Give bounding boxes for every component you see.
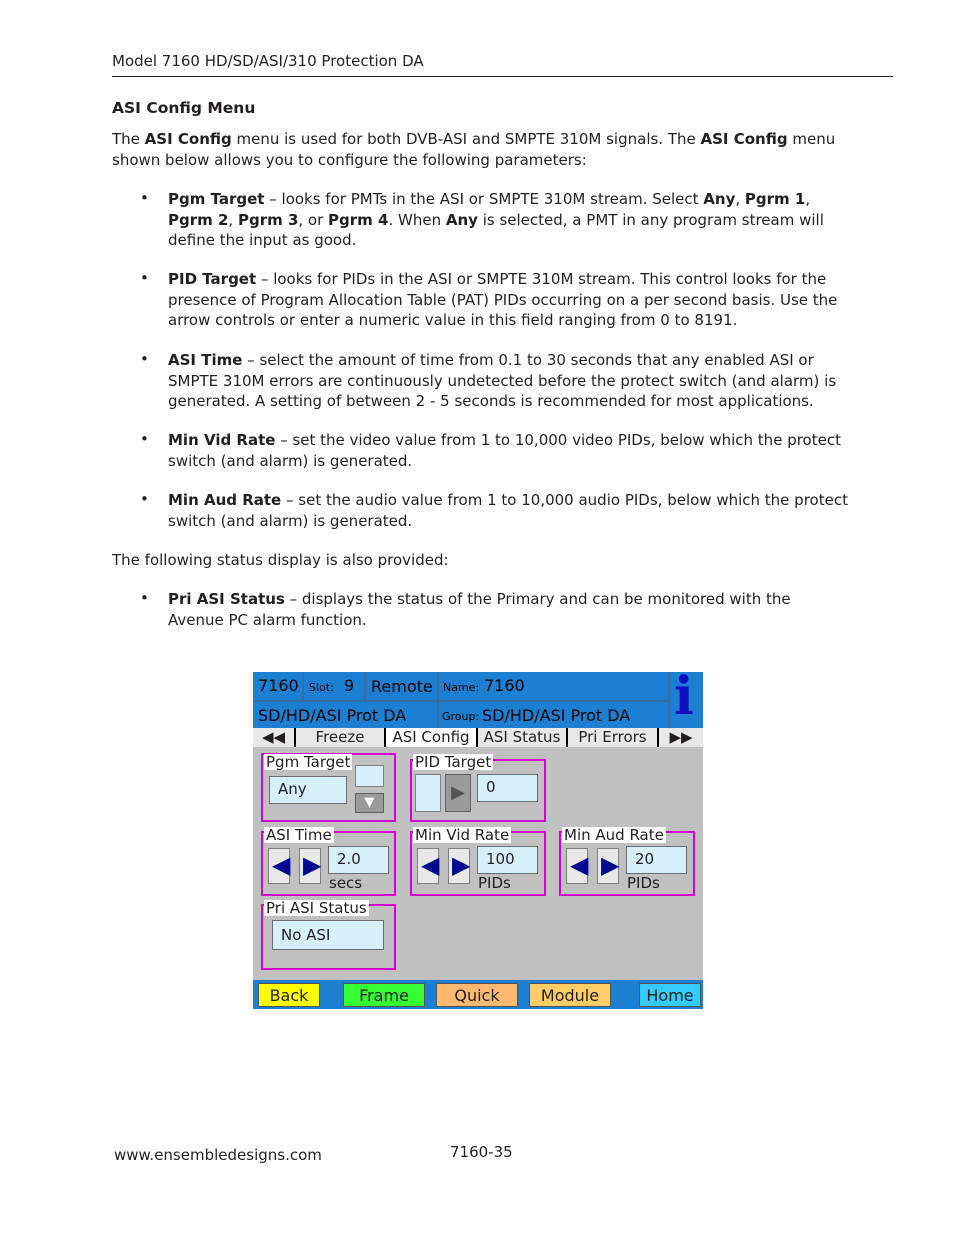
group-label: Group: <box>442 710 480 723</box>
type-label: SD/HD/ASI Prot DA <box>258 706 407 725</box>
min-vid-label: Min Vid Rate <box>415 826 510 844</box>
scroll-left-icon[interactable]: ◀◀ <box>253 728 296 747</box>
min-aud-unit: PIDs <box>627 874 660 892</box>
min-vid-increment-button[interactable] <box>448 848 470 884</box>
asi-time-label: ASI Time <box>266 826 332 844</box>
min-vid-group <box>410 826 546 896</box>
min-vid-decrement-button[interactable] <box>417 848 439 884</box>
arrow-right-icon: ▶ <box>303 851 322 879</box>
pgm-target-list[interactable] <box>355 765 384 787</box>
module-button[interactable]: Module <box>529 983 611 1007</box>
bullet-icon: • <box>140 430 149 448</box>
name-label: Name: <box>443 681 480 694</box>
bullet-asi-time: ASI Time – select the amount of time from 0.1 to 30 seconds that any enabled ASI or SMPTE 310M errors are continuously undetected before the protect switch (and alarm) is generated. A setting of between 2 - 5 seconds is recommended for most applications. <box>168 351 837 410</box>
pid-target-input[interactable]: 0 <box>477 774 538 802</box>
slot-label: Slot: <box>309 681 334 694</box>
min-aud-group <box>559 826 695 896</box>
tab-bar <box>253 728 703 747</box>
section-heading: ASI Config Menu <box>112 99 256 117</box>
pgm-target-group <box>261 753 396 822</box>
frame-button[interactable]: Frame <box>343 983 425 1007</box>
bullet-icon: • <box>140 269 149 287</box>
tab-pri-errors[interactable]: Pri Errors <box>568 728 659 747</box>
asi-time-unit: secs <box>329 874 363 892</box>
device-screen <box>253 672 703 1009</box>
min-aud-label: Min Aud Rate <box>564 826 664 844</box>
tab-freeze[interactable]: Freeze <box>296 728 386 747</box>
min-vid-unit: PIDs <box>478 874 511 892</box>
intro-paragraph: The ASI Config menu is used for both DVB-ASI and SMPTE 310M signals. The ASI Config menu shown below allows you to configure the following parameters: <box>112 130 836 169</box>
pri-status-label: Pri ASI Status <box>266 899 367 917</box>
pid-target-group <box>410 753 546 822</box>
bottom-nav-bar <box>253 980 703 1009</box>
pgm-target-label: Pgm Target <box>266 753 351 771</box>
arrow-left-icon: ◀ <box>570 851 589 879</box>
slot-value: 9 <box>344 676 355 695</box>
bullet-icon: • <box>140 350 149 368</box>
pri-status-value: No ASI <box>272 920 384 950</box>
asi-time-group <box>261 826 396 896</box>
arrow-right-icon: ▶ <box>601 851 620 879</box>
header-rule <box>112 76 893 77</box>
pgm-target-select[interactable]: Any <box>269 776 347 804</box>
page-number: 7160-35 <box>450 1143 513 1161</box>
bullet-icon: • <box>140 589 149 607</box>
model-label: 7160 <box>258 676 299 695</box>
quick-button[interactable]: Quick <box>436 983 518 1007</box>
asi-time-increment-button[interactable] <box>299 848 321 884</box>
arrow-right-icon: ▶ <box>452 851 471 879</box>
info-icon[interactable]: i <box>674 672 694 727</box>
pri-status-group <box>261 899 396 970</box>
group-value: SD/HD/ASI Prot DA <box>482 706 631 725</box>
asi-time-input[interactable]: 2.0 <box>328 846 389 874</box>
running-header: Model 7160 HD/SD/ASI/310 Protection DA <box>112 52 424 70</box>
bullet-pid-target: PID Target – looks for PIDs in the ASI or SMPTE 310M stream. This control looks for the presence of Program Allocation Table (PAT) PIDs occurring on a per second basis. Use the arrow controls or enter a numeric value in this field ranging from 0 to 8191. <box>168 270 838 329</box>
bullet-icon: • <box>140 189 149 207</box>
bullet-pgm-target: Pgm Target – looks for PMTs in the ASI or SMPTE 310M stream. Select Any, Pgrm 1, Pgrm 2, Pgrm 3, or Pgrm 4. When Any is selected, a PMT in any program stream will define the input as good. <box>168 190 824 249</box>
chevron-down-icon[interactable]: ▼ <box>355 793 384 813</box>
back-button[interactable]: Back <box>258 983 320 1007</box>
tab-asi-config[interactable]: ASI Config <box>386 728 478 747</box>
arrow-left-icon: ◀ <box>421 851 440 879</box>
pid-target-right-button[interactable]: ▶ <box>445 774 471 812</box>
pid-target-left-button[interactable] <box>415 774 441 812</box>
arrow-left-icon: ◀ <box>272 851 291 879</box>
bullet-icon: • <box>140 490 149 508</box>
tab-asi-status[interactable]: ASI Status <box>478 728 568 747</box>
min-aud-increment-button[interactable] <box>597 848 619 884</box>
bullet-min-vid: Min Vid Rate – set the video value from 1 to 10,000 video PIDs, below which the protect switch (and alarm) is generated. <box>168 431 841 470</box>
min-vid-input[interactable]: 100 <box>477 846 538 874</box>
min-aud-input[interactable]: 20 <box>626 846 687 874</box>
status-intro: The following status display is also provided: <box>112 551 449 569</box>
scroll-right-icon[interactable]: ▶▶ <box>659 728 703 747</box>
min-aud-decrement-button[interactable] <box>566 848 588 884</box>
home-button[interactable]: Home <box>639 983 701 1007</box>
remote-label: Remote <box>371 677 433 696</box>
bullet-min-aud: Min Aud Rate – set the audio value from 1 to 10,000 audio PIDs, below which the protect switch (and alarm) is generated. <box>168 491 848 530</box>
asi-time-decrement-button[interactable] <box>268 848 290 884</box>
name-value: 7160 <box>484 676 525 695</box>
bullet-pri-status: Pri ASI Status – displays the status of the Primary and can be monitored with the Avenue PC alarm function. <box>168 590 791 629</box>
footer-url: www.ensembledesigns.com <box>114 1146 322 1164</box>
title-bar <box>253 672 703 728</box>
pid-target-label: PID Target <box>415 753 492 771</box>
